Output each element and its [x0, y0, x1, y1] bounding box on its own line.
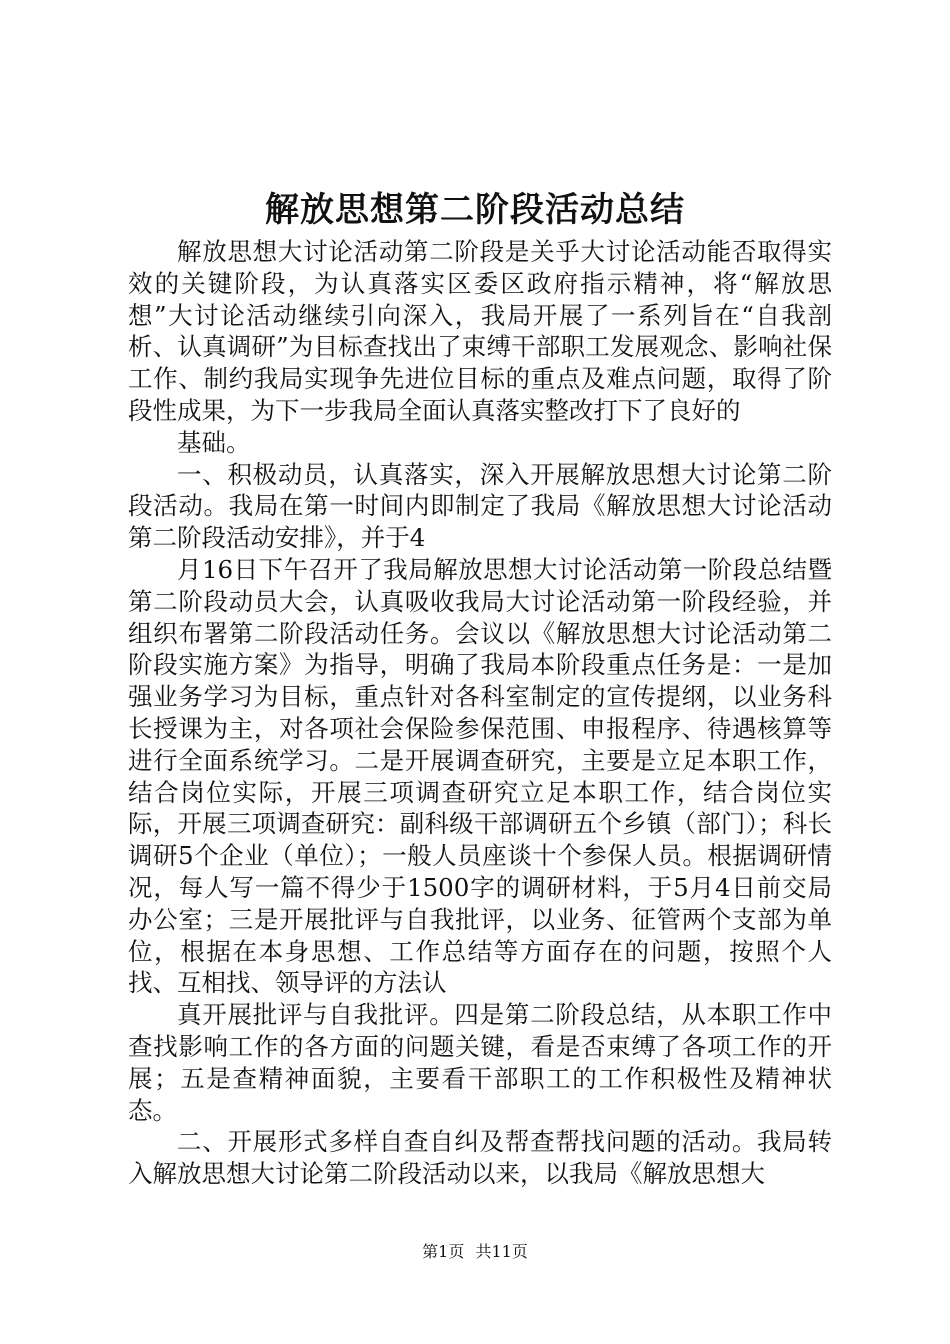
document-body	[128, 236, 832, 1190]
paragraph-meeting: 月16日下午召开了我局解放思想大讨论活动第一阶段总结暨第二阶段动员大会，认真吸收我局大讨论活动第一阶段经验，并组织布署第二阶段活动任务。会议以《解放思想大讨论活动第二阶段实施方案》为指导，明确了我局本阶段重点任务是：一是加强业务学习为目标，重点针对各科室制定的宣传提纲，以业务科长授课为主，对各项社会保险参保范围、申报程序、待遇核算等进行全面系统学习。二是开展调查研究，主要是立足本职工作，结合岗位实际，开展三项调查研究立足本职工作，结合岗位实际，开展三项调查研究：副科级干部调研五个乡镇（部门）；科长调研5个企业（单位）；一般人员座谈十个参保人员。根据调研情况，每人写一篇不得少于1500字的调研材料，于5月4日前交局办公室；三是开展批评与自我批评，以业务、征管两个支部为单位，根据在本身思想、工作总结等方面存在的问题，按照个人找、互相找、领导评的方法认	[128, 554, 832, 998]
paragraph-section-one: 一、积极动员，认真落实，深入开展解放思想大讨论第二阶段活动。我局在第一时间内即制定了我局《解放思想大讨论活动第二阶段活动安排》，并于4	[128, 459, 832, 553]
page-footer	[0, 1240, 950, 1264]
page-total: 共11页	[475, 1242, 528, 1261]
paragraph-section-two: 二、开展形式多样自查自纠及帮查帮找问题的活动。我局转入解放思想大讨论第二阶段活动以来，以我局《解放思想大	[128, 1127, 832, 1189]
page-number: 第1页	[422, 1242, 465, 1261]
paragraph-criticism: 真开展批评与自我批评。四是第二阶段总结，从本职工作中查找影响工作的各方面的问题关键，看是否束缚了各项工作的开展；五是查精神面貌，主要看干部职工的工作积极性及精神状态。	[128, 1000, 832, 1125]
document-title: 解放思想第二阶段活动总结	[265, 190, 685, 230]
paragraph-foundation: 基础。	[177, 427, 251, 457]
paragraph-intro: 解放思想大讨论活动第二阶段是关乎大讨论活动能否取得实效的关键阶段，为认真落实区委区政府指示精神，将“解放思想”大讨论活动继续引向深入，我局开展了一系列旨在“自我剖析、认真调研”为目标查找出了束缚干部职工发展观念、影响社保工作、制约我局实现争先进位目标的重点及难点问题，取得了阶段性成果，为下一步我局全面认真落实整改打下了良好的	[128, 237, 832, 425]
